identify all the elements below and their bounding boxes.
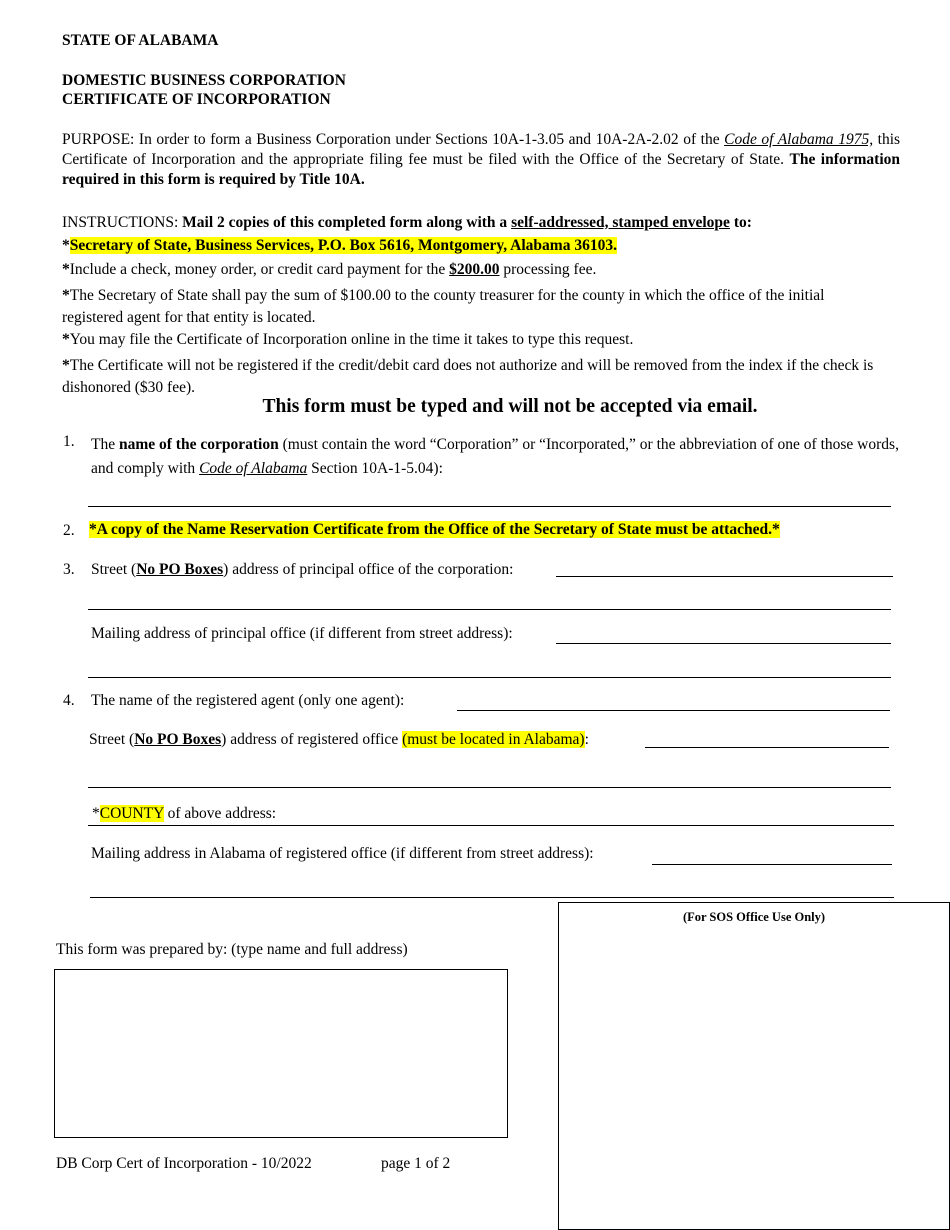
- fee-amount: $200.00: [449, 261, 500, 278]
- form-title-line1: DOMESTIC BUSINESS CORPORATION: [62, 72, 346, 89]
- instructions-to: to:: [733, 214, 752, 231]
- county-highlight: COUNTY: [99, 805, 164, 822]
- principal-mailing-field[interactable]: [556, 643, 891, 644]
- principal-mailing-field-2[interactable]: [88, 677, 891, 678]
- registered-office-field[interactable]: [645, 747, 889, 748]
- purpose-text-2: this Certificate of Incorporation and the appropriate filing fee must be filed with the Office of the Secretary of State.: [62, 131, 901, 168]
- item-3-number: 3.: [63, 561, 75, 578]
- principal-street-field[interactable]: [556, 576, 893, 577]
- fee-line: [62, 261, 596, 279]
- fee-post: processing fee.: [503, 261, 597, 278]
- item-4-number: 4.: [63, 692, 75, 709]
- item-3-post: ) address of principal office of the corporation:: [223, 561, 514, 578]
- item-1-pre: The: [91, 436, 116, 453]
- principal-street-field-2[interactable]: [88, 609, 891, 610]
- state-heading: STATE OF ALABAMA: [62, 32, 219, 49]
- online-line: [62, 331, 633, 349]
- bullet-star: *: [62, 261, 70, 278]
- street-mid: ) address of registered office: [221, 731, 399, 748]
- form-title-line2: CERTIFICATE OF INCORPORATION: [62, 91, 331, 108]
- registered-office-field-2[interactable]: [88, 787, 891, 788]
- sos-office-label: (For SOS Office Use Only): [682, 910, 826, 924]
- instructions-line: [62, 214, 912, 232]
- bullet-star: *: [62, 237, 70, 254]
- treasurer-line: [62, 285, 882, 329]
- colon: :: [584, 731, 589, 748]
- instructions-mail: Mail 2 copies of this completed form along with a: [182, 214, 508, 231]
- item-1-text: [91, 433, 906, 481]
- registered-agent-label: The name of the registered agent (only one agent):: [91, 692, 405, 709]
- registered-agent-field[interactable]: [457, 710, 890, 711]
- corporation-name-field[interactable]: [88, 506, 891, 507]
- item-1-code: Code of Alabama: [199, 460, 308, 477]
- page-number: page 1 of 2: [381, 1155, 451, 1172]
- bullet-star: *: [62, 357, 70, 374]
- online-text: You may file the Certificate of Incorporation online in the time it takes to type this request.: [69, 331, 634, 348]
- county-label: [92, 805, 276, 823]
- item-1-number: 1.: [63, 433, 75, 450]
- mailing-address: [62, 237, 617, 255]
- county-star: *: [92, 805, 100, 822]
- no-po-boxes: No PO Boxes: [136, 561, 224, 578]
- street-pre: Street (: [89, 731, 135, 748]
- registered-mailing-label: Mailing address in Alabama of registered office (if different from street address):: [91, 845, 594, 862]
- form-id: DB Corp Cert of Incorporation - 10/2022: [56, 1155, 312, 1172]
- bullet-star: *: [62, 331, 70, 348]
- fee-pre: Include a check, money order, or credit card payment for the: [69, 261, 446, 278]
- registered-mailing-field-2[interactable]: [90, 897, 894, 898]
- purpose-bold: The information required in this form is required by Title 10A.: [62, 151, 900, 188]
- instructions-envelope: self-addressed, stamped envelope: [511, 214, 730, 231]
- item-2-number: 2.: [63, 522, 75, 539]
- treasurer-text: The Secretary of State shall pay the sum of $100.00 to the county treasurer for the county in which the office of the initial registered agent for that entity is located.: [62, 287, 825, 326]
- typed-notice: This form must be typed and will not be accepted via email.: [262, 396, 758, 417]
- must-be-alabama: (must be located in Alabama): [402, 731, 585, 748]
- registered-office-label: [89, 731, 589, 749]
- no-po-boxes-2: No PO Boxes: [134, 731, 222, 748]
- item-1-bold: name of the corporation: [118, 436, 279, 453]
- item-1-mid: (must contain the word “Corporation” or “Incorporated,” or the abbreviation of one of those words, and comply with: [91, 436, 899, 477]
- county-field[interactable]: [88, 825, 894, 826]
- sos-office-box: [558, 902, 950, 1230]
- item-3-pre: Street (: [91, 561, 137, 578]
- code-of-alabama: Code of Alabama 1975,: [724, 131, 874, 148]
- item-3-text: [91, 561, 513, 579]
- item-2-text: [89, 521, 780, 539]
- prepared-by-label: This form was prepared by: (type name and full address): [56, 941, 408, 958]
- prepared-by-box[interactable]: [54, 969, 508, 1138]
- purpose-label: PURPOSE:: [62, 131, 135, 148]
- registered-mailing-field[interactable]: [652, 864, 892, 865]
- instructions-label: INSTRUCTIONS:: [62, 214, 179, 231]
- principal-mailing-label: Mailing address of principal office (if different from street address):: [91, 625, 513, 642]
- dishonored-text: The Certificate will not be registered if the credit/debit card does not authorize and will be removed from the index if the check is dishonored ($30 fee).: [62, 357, 874, 396]
- dishonored-line: [62, 355, 912, 399]
- item-2-highlight: *A copy of the Name Reservation Certificate from the Office of the Secretary of State must be attached.*: [89, 521, 780, 538]
- sos-address: Secretary of State, Business Services, P.O. Box 5616, Montgomery, Alabama 36103.: [69, 237, 617, 254]
- item-1-post: Section 10A-1-5.04):: [311, 460, 443, 477]
- purpose-paragraph: [62, 130, 900, 190]
- bullet-star: *: [62, 287, 70, 304]
- county-post: of above address:: [167, 805, 277, 822]
- purpose-text: In order to form a Business Corporation under Sections 10A-1-3.05 and 10A-2A-2.02 of the: [138, 131, 720, 148]
